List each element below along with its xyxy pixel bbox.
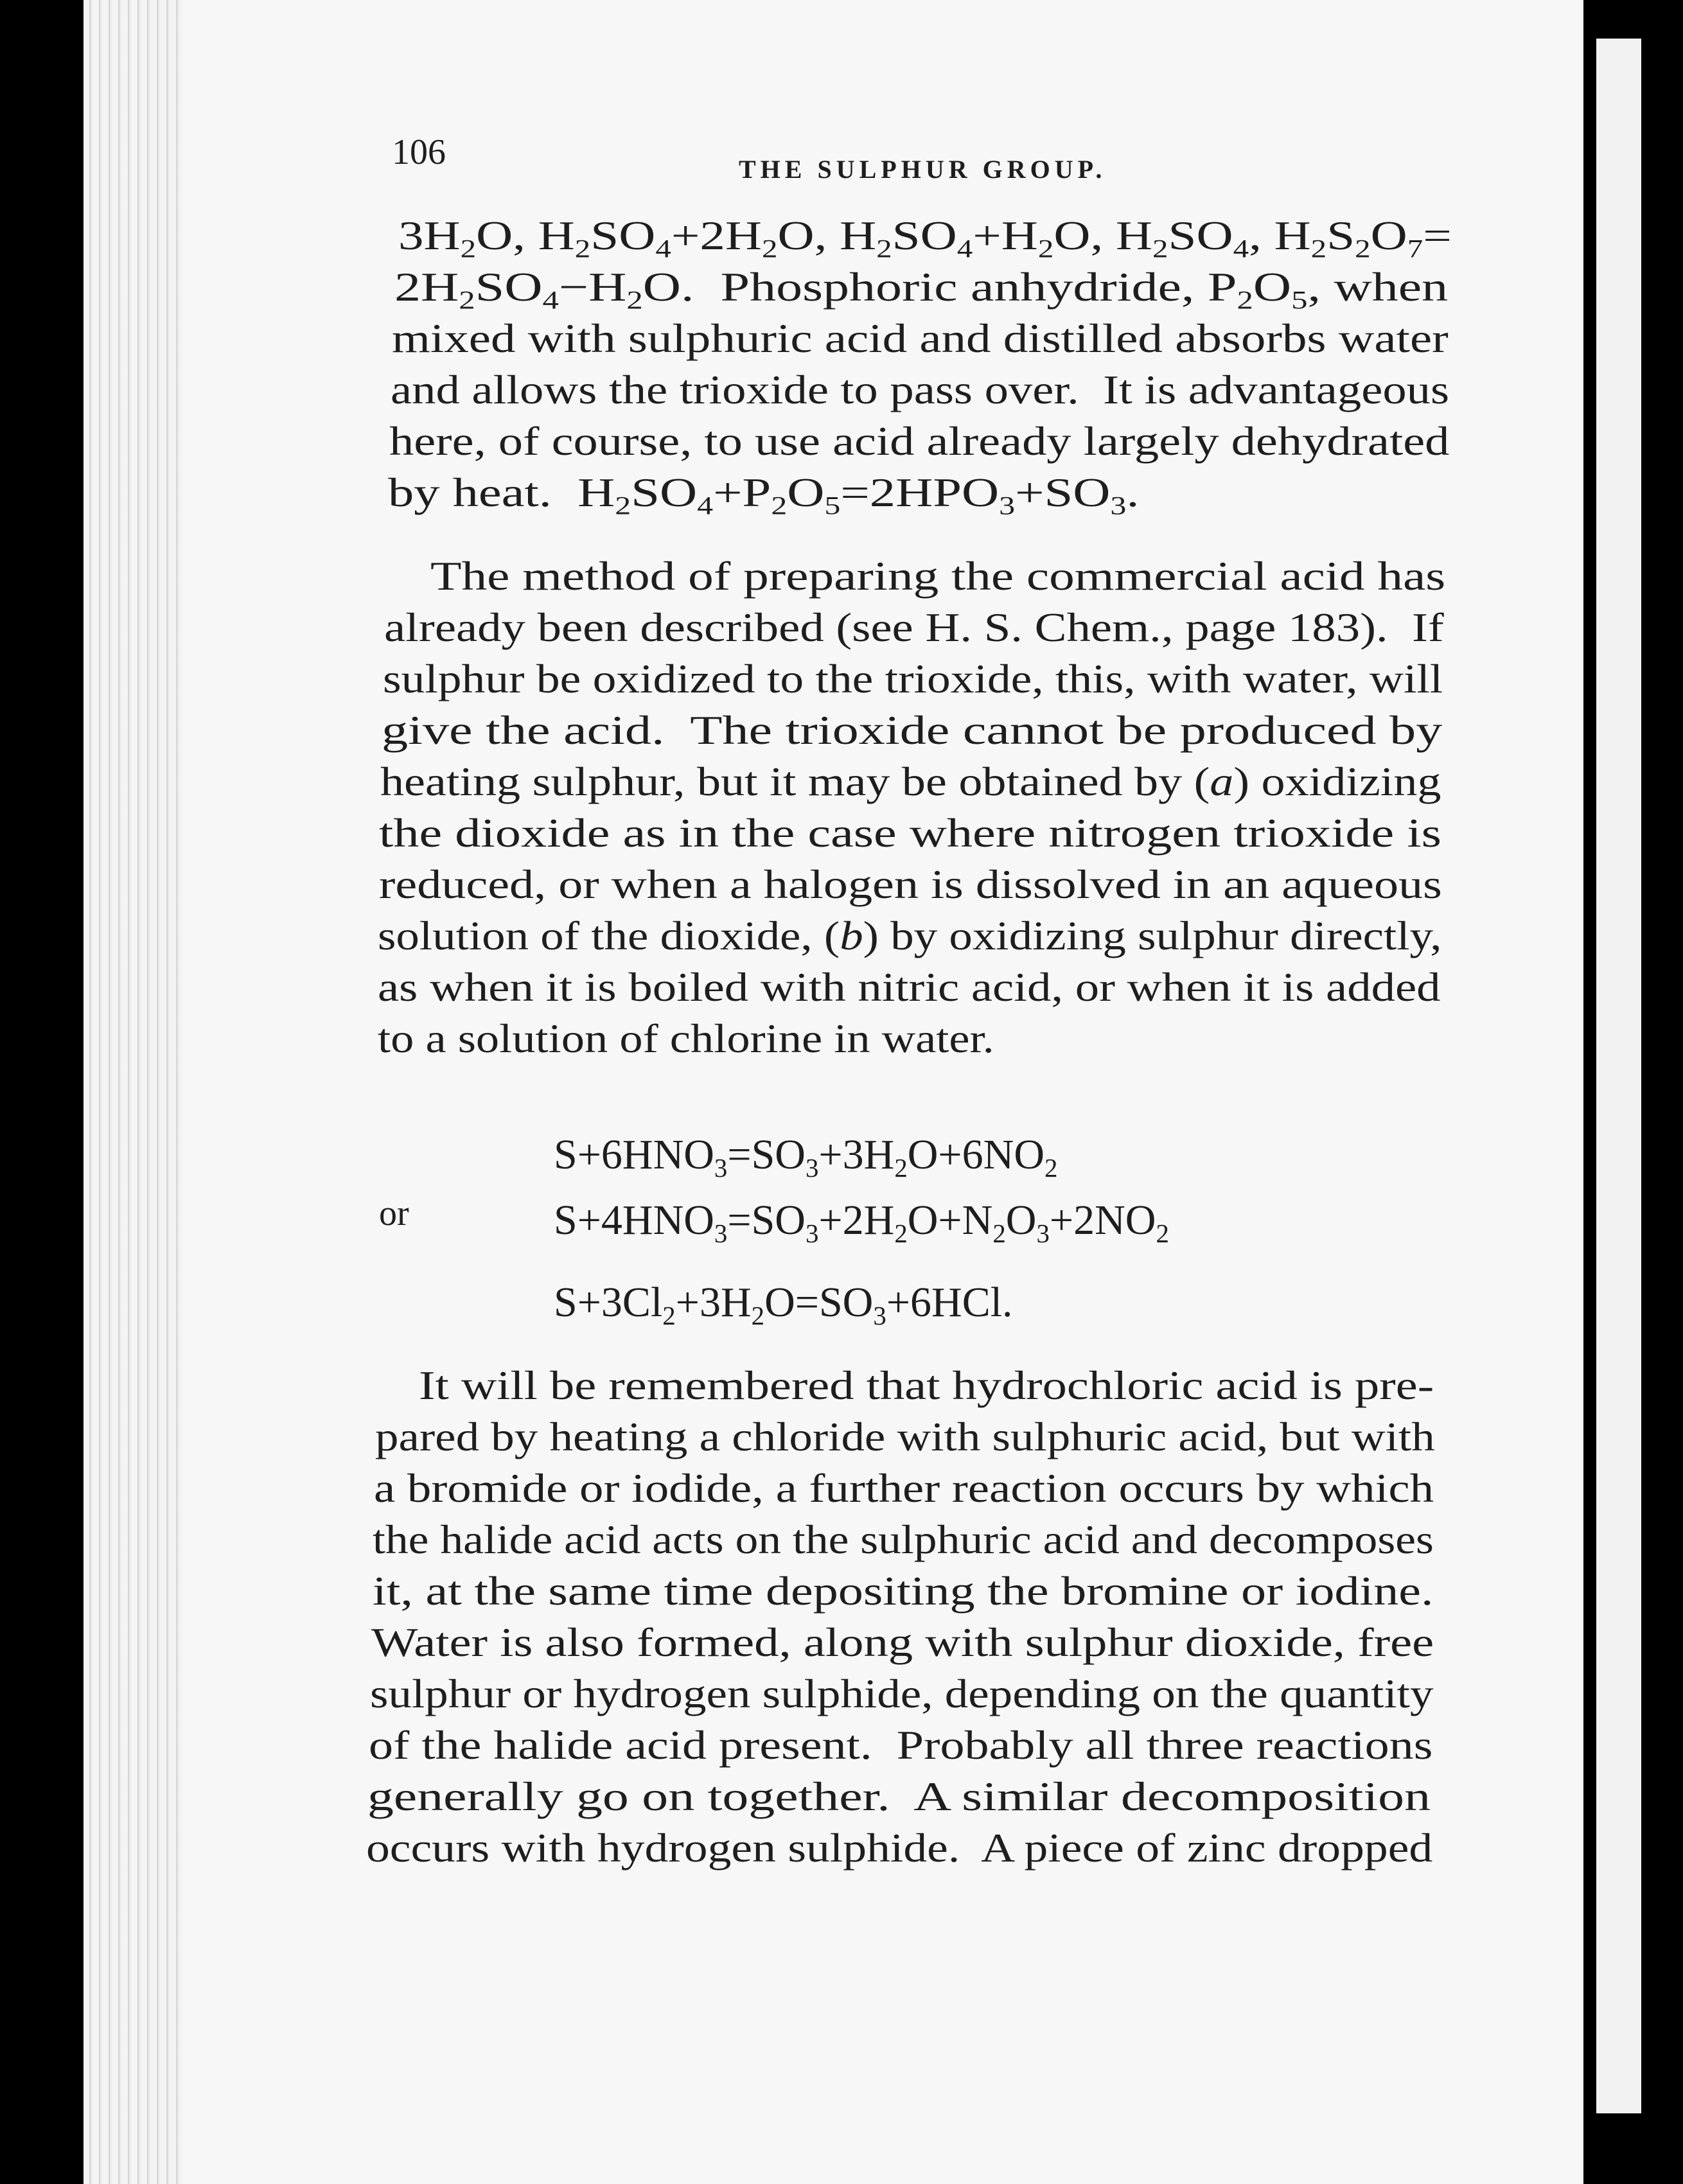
para3-line: generally go on together. A similar decomposition: [367, 1774, 1431, 1819]
para2-line: sulphur be oxidized to the trioxide, this, with water, will: [383, 656, 1443, 701]
para2-line: to a solution of chlorine in water.: [378, 1016, 994, 1061]
equation-line: $S+4HNO_3=SO_3+2H_2O+N_2O_3+2NO_2$: [554, 1197, 1169, 1249]
para2-line: reduced, or when a halogen is dissolved in an aqueous: [379, 861, 1442, 907]
para1-line: $3H_2O$, $H_2SO_4+2H_2O$, $H_2SO_4+H_2O$, $H_2SO_4$, $H_2S_2O_7=$: [398, 213, 1452, 263]
or-label: or: [379, 1193, 409, 1233]
page-number: 106: [392, 132, 446, 172]
para1-line: here, of course, to use acid already largely dehydrated: [389, 418, 1450, 464]
equation-line: $S+6HNO_3=SO_3+3H_2O+6NO_2$: [554, 1131, 1058, 1183]
para3-line: It will be remembered that hydrochloric acid is pre-: [419, 1362, 1434, 1408]
para2-line: solution of the dioxide, (b) by oxidizing sulphur directly,: [378, 913, 1442, 958]
para3-line: a bromide or iodide, a further reaction occurs by which: [374, 1465, 1434, 1511]
para3-line: pared by heating a chloride with sulphuric acid, but with: [375, 1414, 1435, 1459]
para1-line: by heat. $H_2SO_4+P_2O_5=2HPO_3+SO_3$.: [388, 470, 1140, 520]
para3-line: of the halide acid present. Probably all three reactions: [369, 1722, 1433, 1768]
para2-line: the dioxide as in the case where nitrogen trioxide is: [379, 810, 1441, 856]
para2-line: already been described (see H. S. Chem., page 183). If: [384, 604, 1444, 650]
facing-page-edge: [1596, 39, 1641, 2113]
para3-line: occurs with hydrogen sulphide. A piece of zinc dropped: [366, 1825, 1433, 1871]
para1-line: mixed with sulphuric acid and distilled absorbs water: [392, 315, 1449, 361]
equation-line: $S+3Cl_2+3H_2O=SO_3+6HCl$.: [554, 1279, 1013, 1331]
para3-line: sulphur or hydrogen sulphide, depending on the quantity: [370, 1671, 1434, 1716]
para3-line: the halide acid acts on the sulphuric acid and decomposes: [373, 1517, 1434, 1562]
para1-line: $2H_2SO_4-H_2O$. Phosphoric anhydride, $P_2O_5$, when: [394, 264, 1449, 315]
para2-line: heating sulphur, but it may be obtained by (a) oxidizing: [380, 759, 1441, 804]
book-gutter: [1583, 39, 1596, 2113]
para3-line: it, at the same time depositing the bromine or iodine.: [373, 1568, 1434, 1614]
para2-line: give the acid. The trioxide cannot be produced by: [382, 707, 1443, 753]
para1-line: and allows the trioxide to pass over. It is advantageous: [391, 367, 1450, 412]
running-head: THE SULPHUR GROUP.: [739, 155, 1107, 184]
para2-line: The method of preparing the commercial acid has: [430, 553, 1446, 599]
para3-line: Water is also formed, along with sulphur dioxide, free: [371, 1619, 1434, 1665]
page-edges: [84, 0, 183, 2184]
para2-line: as when it is boiled with nitric acid, or when it is added: [378, 964, 1441, 1010]
